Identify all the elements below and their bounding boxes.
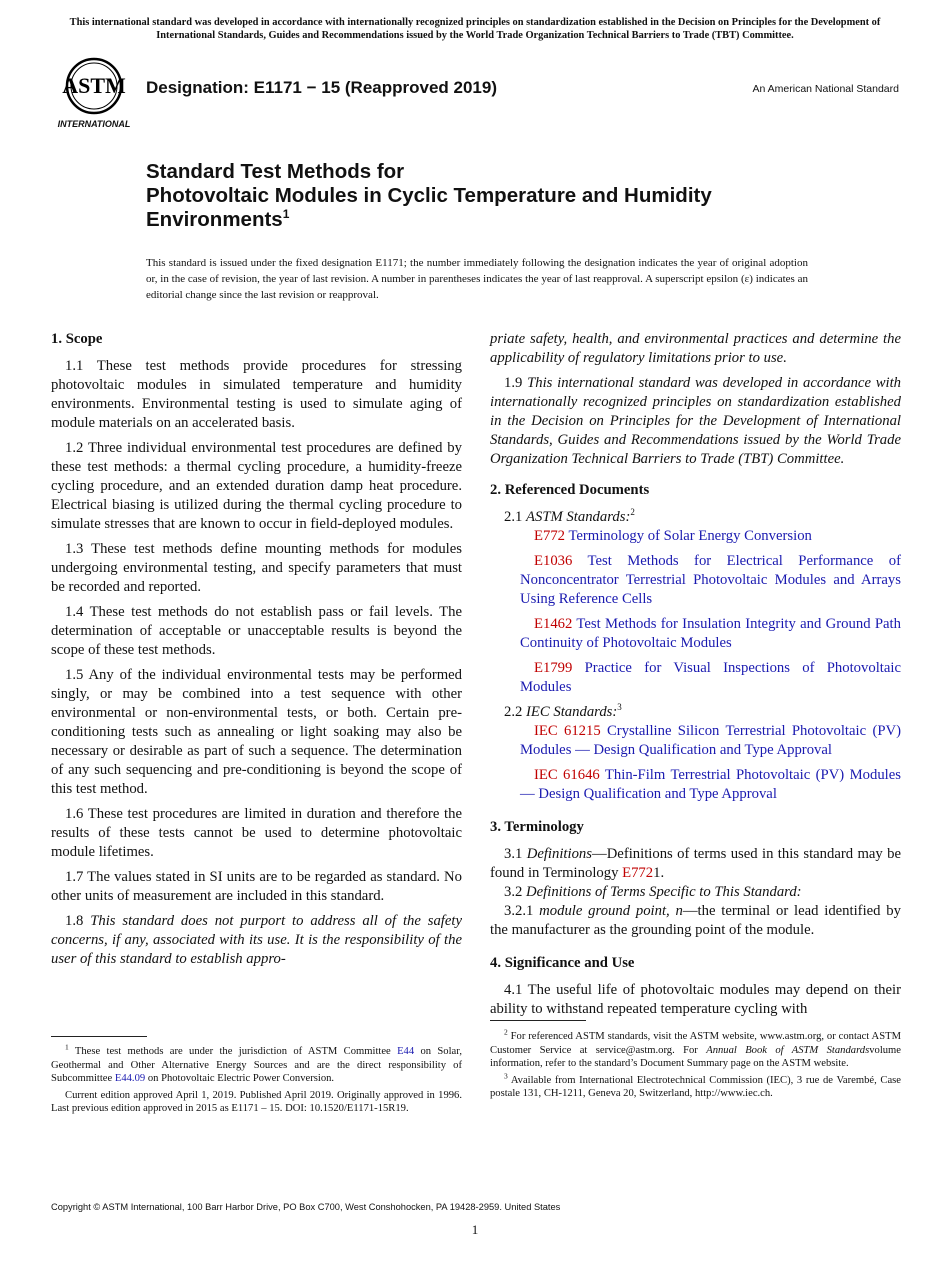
title-line-2: Photovoltaic Modules in Cyclic Temperature and Humidity: [146, 184, 712, 207]
reference-title[interactable]: Test Methods for Insulation Integrity and Ground Path Continuity of Photovoltaic Modules: [520, 616, 901, 651]
footnote-1-text-c: on Photovoltaic Electric Power Conversion.: [145, 1073, 335, 1084]
section-heading-significance: 4. Significance and Use: [490, 955, 635, 971]
astm-standards-number: 2.1: [504, 509, 523, 525]
paragraph-1-8-continued: [490, 330, 901, 368]
footnote-2: [490, 1027, 901, 1071]
reference-item[interactable]: [490, 552, 901, 609]
reference-code[interactable]: IEC 61215: [534, 723, 601, 739]
reference-item[interactable]: [490, 615, 901, 653]
astm-reference-list: [490, 527, 901, 697]
footnote-3-mark: 3: [504, 1070, 508, 1080]
paragraph-1-5: 1.5 Any of the individual environmental tests may be performed singly, or may be combined into a test sequence with other environmental or non-environmental tests, or both. Certain pre-conditioning tests such as annealing or light soaking may also be necessary or desirable as part of such a sequence. The determination of any such sequencing and pre-conditioning is beyond the scope of this test method.: [51, 667, 462, 797]
iec-standards-footnote-mark: 3: [617, 702, 622, 713]
paragraph-1-9: [490, 374, 901, 469]
paragraph-3-1: [490, 845, 901, 883]
footnote-1: [51, 1042, 462, 1086]
national-standard-label: An American National Standard: [752, 83, 899, 95]
reference-item[interactable]: [490, 766, 901, 804]
paragraph-4-1: 4.1 The useful life of photovoltaic modules may depend on their ability to withstand repeated temperature cycling with: [490, 982, 901, 1017]
paragraph-1-6: 1.6 These test procedures are limited in duration and therefore the results of these tests cannot be used to determine photovoltaic module lifetimes.: [51, 806, 462, 860]
footnote-1-text-b: on Solar, Geothermal and Other Alternative Energy Sources and are the direct responsibility of Subcommittee: [51, 1046, 462, 1084]
paragraph-3-1-term: Definitions: [526, 846, 592, 862]
top-notice: This international standard was developed in accordance with internationally recognized principles on standardization established in the Decision on Principles for the Development of International Standards, Guides and Recommendations issued by the World Trade Organization Technical Barriers to Trade (TBT) Committee.: [69, 17, 881, 41]
iec-standards-label: IEC Standards:: [526, 704, 618, 720]
designation: Designation: E1171 − 15 (Reapproved 2019): [146, 78, 498, 97]
footnote-3: [490, 1070, 901, 1101]
paragraph-3-1-text: —Definitions of terms used in this standard may be found in Terminology: [490, 846, 901, 881]
footnote-3-text: Available from International Electrotechnical Commission (IEC), 3 rue de Varembé, Case postale 131, CH-1211, Geneva 20, Switzerland, http://www.iec.ch.: [490, 1074, 901, 1099]
iec-standards-number: 2.2: [504, 704, 523, 720]
left-column: [51, 330, 462, 975]
paragraph-1-3: 1.3 These test methods define mounting methods for modules undergoing environmental testing, and specify parameters that must be recorded and reported.: [51, 541, 462, 595]
paragraph-3-1-text-end: 1.: [653, 865, 665, 881]
committee-link-e44[interactable]: E44: [397, 1046, 415, 1057]
title-line-3-text: Environments: [146, 208, 283, 231]
document-title: [146, 160, 866, 232]
reference-title[interactable]: Thin-Film Terrestrial Photovoltaic (PV) Modules — Design Qualification and Type Approval: [520, 767, 901, 802]
iec-standards-heading: [490, 703, 901, 722]
subcommittee-link-e44-09[interactable]: E44.09: [114, 1073, 146, 1084]
paragraph-1-4: 1.4 These test methods do not establish pass or fail levels. The determination of acceptable or unacceptable results is beyond the scope of these test methods.: [51, 604, 462, 658]
footnote-2-text: For referenced ASTM standards, visit the ASTM website, www.astm.org, or contact ASTM Customer Service at service@astm.org. For: [490, 1031, 901, 1056]
astm-logo: [54, 56, 134, 132]
reference-title[interactable]: Test Methods for Electrical Performance of Nonconcentrator Terrestrial Photovoltaic Modules and Arrays Using Reference Cells: [520, 553, 901, 607]
reference-title[interactable]: Crystalline Silicon Terrestrial Photovoltaic (PV) Modules — Design Qualification and Type Approval: [520, 723, 901, 758]
paragraph-3-2-term: Definitions of Terms Specific to This Standard:: [526, 884, 802, 900]
preface: This standard is issued under the fixed designation E1171; the number immediately following the designation indicates the year of original adoption or, in the case of revision, the year of last revision. A number in parentheses indicates the year of last reapproval. A superscript epsilon (ε) indicates an editorial change since the last revision or reapproval.: [146, 257, 808, 301]
reference-code[interactable]: E1036: [534, 553, 573, 569]
paragraph-3-2-1-text: —the terminal or lead identified by the manufacturer as the grounding point of the module.: [490, 903, 901, 938]
right-column: [490, 330, 901, 1025]
paragraph-3-2-1-number: 3.2.1: [504, 903, 534, 919]
section-heading-terminology: 3. Terminology: [490, 819, 584, 835]
footnote-rule-right: [490, 1020, 586, 1021]
paragraph-1-8: [51, 912, 462, 969]
reference-code[interactable]: E772: [534, 528, 566, 544]
paragraph-1-9-number: 1.9: [504, 375, 523, 391]
astm-standards-footnote-mark: 2: [630, 507, 635, 518]
iec-reference-list: [490, 722, 901, 804]
reference-code[interactable]: E1799: [534, 660, 573, 676]
title-footnote-mark: 1: [282, 207, 290, 222]
paragraph-1-9-text: This international standard was developed in accordance with internationally recognized principles on standardization established in the Decision on Principles for the Development of International Standards, Guides and Recommendations issued by the World Trade Organization Technical Barriers to Trade (TBT) Committee.: [490, 375, 901, 467]
footnote-1-text: These test methods are under the jurisdiction of ASTM Committee: [74, 1046, 398, 1057]
astm-standards-heading: [490, 508, 901, 527]
paragraph-1-8-number: 1.8: [65, 913, 84, 929]
footnote-2-mark: 2: [504, 1027, 508, 1037]
footnotes-right: [490, 1027, 901, 1104]
footnote-2-text-b: volume information, refer to the standard’s Document Summary page on the ASTM website.: [490, 1044, 901, 1069]
svg-text:ASTM: ASTM: [62, 73, 126, 98]
reference-item[interactable]: [490, 722, 901, 760]
reference-code[interactable]: E1462: [534, 616, 573, 632]
astm-standards-label: ASTM Standards:: [526, 509, 631, 525]
paragraph-1-2: 1.2 Three individual environmental test procedures are defined by these test methods: a thermal cycling procedure, a humidity-freeze cycling procedure, and an extended duration damp heat procedure. Electrical biasing is utilized during the thermal cycling procedure to simulate stresses that are known to occur in field-deployed modules.: [51, 440, 462, 532]
footnote-1-mark: 1: [65, 1042, 69, 1052]
paragraph-3-2-1-term: module ground point, n: [539, 903, 683, 919]
paragraph-3-1-number: 3.1: [504, 846, 523, 862]
footnote-2-italic: Annual Book of ASTM Standards: [706, 1044, 870, 1056]
footnote-1-edition: Current edition approved April 1, 2019. Published April 2019. Originally approved in 1996. Last previous edition approved in 2015 as E1171 – 15. DOI: 10.1520/E1171-15R19.: [51, 1089, 462, 1114]
paragraph-3-2-number: 3.2: [504, 884, 523, 900]
terminology-link-e772[interactable]: E772: [622, 865, 654, 881]
paragraph-3-2: [490, 883, 901, 902]
logo-text: INTERNATIONAL: [57, 119, 131, 129]
reference-title[interactable]: Terminology of Solar Energy Conversion: [568, 528, 812, 544]
paragraph-1-8-text: This standard does not purport to address all of the safety concerns, if any, associated with its use. It is the responsibility of the user of this standard to establish appro-: [51, 913, 463, 967]
paragraph-1-1: 1.1 These test methods provide procedures for stressing photovoltaic modules in simulated temperature and humidity environments. Environmental testing is used to simulate aging of module materials on an accelerated basis.: [51, 358, 462, 431]
page-number: 1: [471, 1222, 479, 1237]
paragraph-3-2-1: [490, 902, 901, 940]
title-line-1: Standard Test Methods for: [146, 160, 405, 183]
paragraph-1-7: 1.7 The values stated in SI units are to be regarded as standard. No other units of measurement are included in this standard.: [51, 869, 462, 904]
paragraph-1-8-continued-text: priate safety, health, and environmental practices and determine the applicability of regulatory limitations prior to use.: [490, 331, 901, 366]
section-heading-referenced-documents: 2. Referenced Documents: [490, 482, 650, 498]
title-line-3: [146, 208, 866, 232]
section-heading-scope: 1. Scope: [51, 331, 103, 347]
reference-title[interactable]: Practice for Visual Inspections of Photovoltaic Modules: [520, 660, 901, 695]
reference-item[interactable]: [490, 527, 901, 546]
copyright: Copyright © ASTM International, 100 Barr Harbor Drive, PO Box C700, West Conshohocken, PA 19428-2959. United States: [51, 1202, 561, 1212]
reference-code[interactable]: IEC 61646: [534, 767, 600, 783]
footnotes-left: [51, 1042, 462, 1119]
reference-item[interactable]: [490, 659, 901, 697]
footnote-rule-left: [51, 1036, 147, 1037]
